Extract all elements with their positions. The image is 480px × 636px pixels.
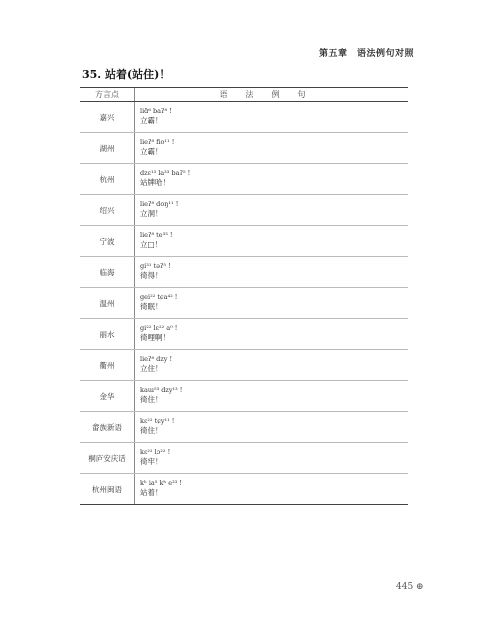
phonetic-line: gi³¹ təʔ⁵ !	[140, 262, 171, 270]
hanzi-line: 站着！	[140, 488, 163, 497]
hanzi-line: 徛住！	[140, 426, 163, 435]
place-cell: 畲族新语	[80, 412, 135, 442]
phonetic-line: lieʔ⁸ te³³ !	[140, 231, 173, 239]
hanzi-line: 徛得！	[140, 271, 163, 280]
running-header: 第五章 语法例句对照	[318, 49, 414, 59]
example-cell	[135, 443, 408, 473]
example-cell	[135, 412, 408, 442]
place-cell: 宁波	[80, 226, 135, 256]
table-row	[80, 288, 408, 319]
place-cell: 临海	[80, 257, 135, 287]
col-example-header: 语法例句	[219, 90, 324, 99]
phonetic-line: gei²² tɕa⁴² !	[140, 293, 178, 301]
hanzi-line: 徛牢！	[140, 457, 163, 466]
hanzi-line: 徛眠！	[140, 302, 163, 311]
phonetic-line: kɛ²² lɔ²² !	[140, 448, 171, 456]
example-cell	[135, 257, 408, 287]
place-cell: 杭州	[80, 164, 135, 194]
place-cell: 温州	[80, 288, 135, 318]
page-number: 445 ⊕	[396, 582, 424, 592]
phonetic-line: kɛ²² tɕy¹¹ !	[140, 417, 175, 425]
example-cell	[135, 195, 408, 225]
col-place-header: 方言点	[80, 88, 135, 101]
place-cell: 嘉兴	[80, 102, 135, 132]
table-row	[80, 350, 408, 381]
table-row	[80, 164, 408, 195]
example-cell	[135, 102, 408, 132]
hanzi-line: 徛哩啊！	[140, 333, 170, 342]
table-row	[80, 319, 408, 350]
place-cell: 绍兴	[80, 195, 135, 225]
example-cell	[135, 288, 408, 318]
phonetic-line: lieʔ⁸ doŋ¹¹ !	[140, 200, 179, 208]
table-row	[80, 133, 408, 164]
place-cell: 湖州	[80, 133, 135, 163]
table-row	[80, 474, 408, 504]
table-row	[80, 257, 408, 288]
table-row	[80, 412, 408, 443]
hanzi-line: 站牌哈！	[140, 178, 170, 187]
hanzi-line: 立洞！	[140, 209, 163, 218]
place-cell: 金华	[80, 381, 135, 411]
example-cell	[135, 226, 408, 256]
example-cell	[135, 474, 408, 504]
table-row	[80, 195, 408, 226]
hanzi-line: 立霸！	[140, 116, 163, 125]
phonetic-line: dzɛ¹³ la³³ baʔ⁵ !	[140, 169, 191, 177]
hanzi-line: 立霸！	[140, 147, 163, 156]
table-row	[80, 226, 408, 257]
table-row	[80, 102, 408, 133]
table-row	[80, 381, 408, 412]
phonetic-line: lieʔ⁸ dzy !	[140, 355, 173, 363]
dialect-table	[80, 87, 408, 505]
place-cell: 衢州	[80, 350, 135, 380]
phonetic-line: lieʔ⁸ fio¹¹ !	[140, 138, 175, 146]
phonetic-line: liɑ̃⁶ baʔ⁸ !	[140, 107, 172, 115]
section-title: 35. 站着(站住)！	[82, 68, 171, 81]
phonetic-line: kaɯ⁵³ dzy¹³ !	[140, 386, 183, 394]
hanzi-line: 立□！	[140, 240, 163, 249]
phonetic-line: gi²² lɛ²² a⁰ !	[140, 324, 178, 332]
table-header	[80, 88, 408, 102]
phonetic-line: kʰ ia⁵ kʰ e³³ !	[140, 479, 182, 487]
example-cell	[135, 319, 408, 349]
table-body	[80, 102, 408, 504]
example-cell	[135, 350, 408, 380]
place-cell: 桐庐安庆话	[80, 443, 135, 473]
hanzi-line: 徛住！	[140, 395, 163, 404]
example-cell	[135, 164, 408, 194]
example-cell	[135, 381, 408, 411]
place-cell: 杭州闽语	[80, 474, 135, 504]
table-row	[80, 443, 408, 474]
place-cell: 丽水	[80, 319, 135, 349]
example-cell	[135, 133, 408, 163]
hanzi-line: 立住！	[140, 364, 163, 373]
